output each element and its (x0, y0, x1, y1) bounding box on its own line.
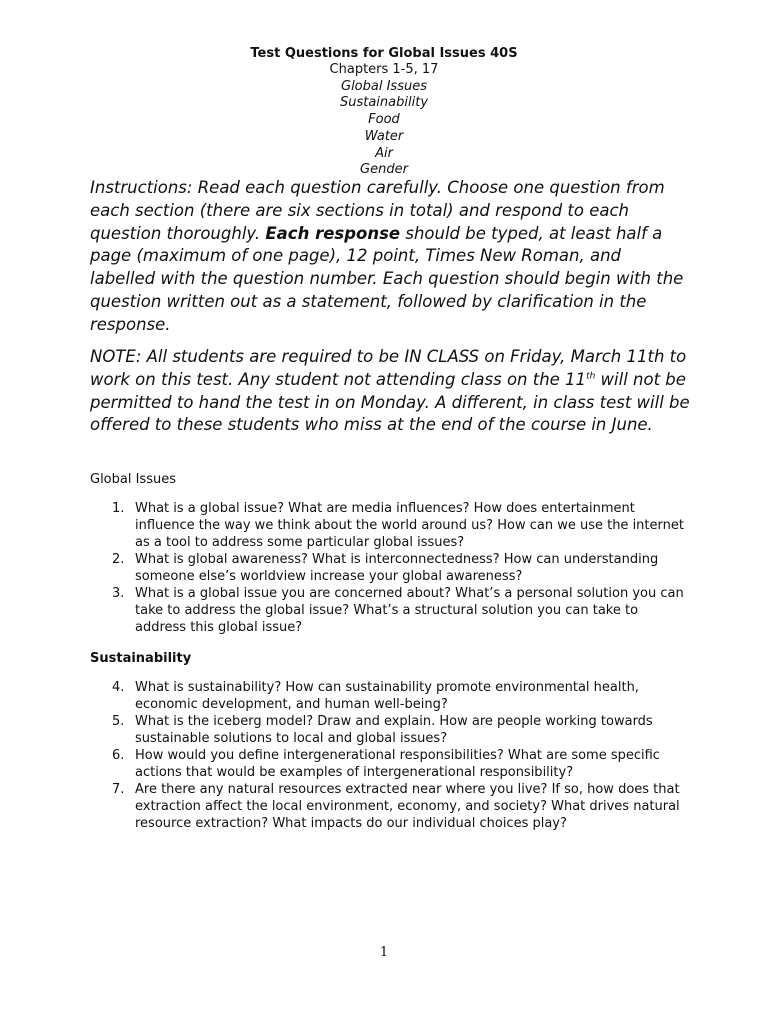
instructions-text-start: Instructions: Read each question carefully. Choose one question from each section (there are six sections in total) and respond to each question thoroughly. (90, 178, 665, 243)
topic-global-issues: Global Issues (341, 78, 427, 94)
question-number: 5. (112, 714, 125, 729)
question-text: What is global awareness? What is interconnectedness? How can understanding someone else’s worldview increase your global awareness? (135, 552, 659, 584)
question-list-global-issues (90, 500, 690, 636)
topic-water: Water (364, 128, 404, 144)
question-number: 6. (112, 748, 125, 763)
section-heading-global-issues: Global Issues (90, 472, 176, 487)
question-text: What is the iceberg model? Draw and explain. How are people working towards sustainable solutions to local and global issues? (135, 714, 653, 746)
note-text-end: will not be permitted to hand the test in on Monday. A different, in class test will be offered to these students who miss at the end of the course in June. (90, 369, 690, 435)
question-item (90, 551, 690, 585)
question-text: What is sustainability? How can sustainability promote environmental health, economic development, and human well-being? (135, 680, 639, 712)
topic-gender: Gender (360, 162, 408, 178)
note-superscript: th (586, 371, 596, 382)
page-number: 1 (379, 945, 389, 960)
question-list-sustainability (90, 679, 690, 832)
topic-sustainability: Sustainability (339, 95, 429, 111)
instructions-bold-text: Each response (265, 223, 401, 243)
question-item (90, 585, 690, 636)
question-text: How would you define intergenerational responsibilities? What are some specific actions that would be examples of intergenerational responsibility? (135, 748, 660, 780)
topic-food: Food (368, 112, 400, 128)
topic-air: Air (375, 145, 393, 161)
chapters-line: Chapters 1-5, 17 (329, 62, 439, 77)
note-paragraph (90, 346, 690, 437)
question-item (90, 747, 690, 781)
section-heading-sustainability: Sustainability (90, 651, 192, 666)
document-title: Test Questions for Global Issues 40S (250, 46, 518, 61)
question-number: 1. (112, 501, 125, 516)
question-number: 3. (112, 586, 125, 601)
question-text: What is a global issue you are concerned about? What’s a personal solution you can take to address the global issue? What’s a structural solution you can take to address this global issue? (135, 586, 684, 635)
question-text: What is a global issue? What are media influences? How does entertainment influence the way we think about the world around us? How can we use the internet as a tool to address some particular global issues? (135, 501, 684, 550)
instructions-text-end: should be typed, at least half a page (maximum of one page), 12 point, Times New Roman, and labelled with the question number. Each question should begin with the question written out as a statement, followed by clarification in the response. (90, 223, 684, 334)
note-text-start: NOTE: All students are required to be IN CLASS on Friday, March 11th to work on this test. Any student not attending class on the 11 (90, 347, 687, 389)
document-header (0, 45, 768, 179)
instructions-paragraph (90, 177, 690, 337)
question-item (90, 679, 690, 713)
question-item (90, 500, 690, 551)
question-item (90, 713, 690, 747)
question-number: 4. (112, 680, 125, 695)
question-text: Are there any natural resources extracted near where you live? If so, how does that extraction affect the local environment, economy, and society? What drives natural resource extraction? What impacts do our individual choices play? (135, 782, 680, 831)
question-number: 7. (112, 782, 125, 797)
question-item (90, 781, 690, 832)
question-number: 2. (112, 552, 125, 567)
